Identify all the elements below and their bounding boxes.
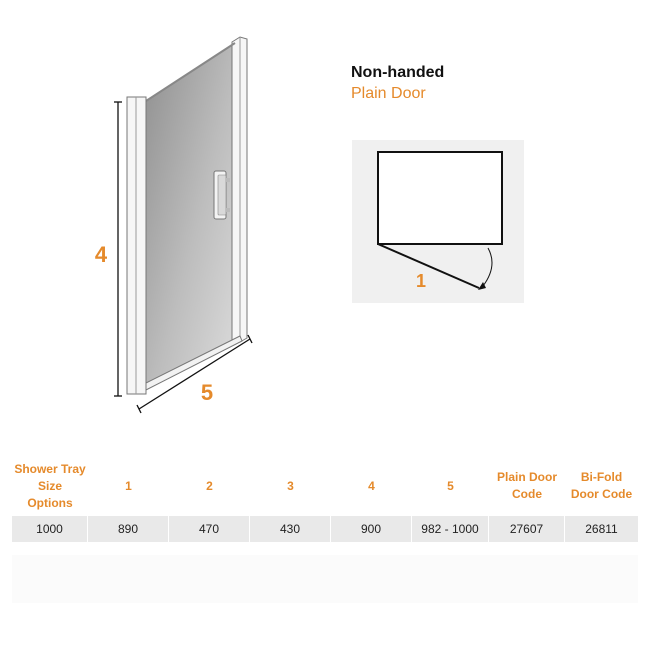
cell-dimension-4: 900 bbox=[331, 516, 412, 542]
header-plain-door-code: Plain Door Code bbox=[496, 470, 557, 501]
header-dimension-2: 2 bbox=[206, 478, 213, 493]
header-dimension-1: 1 bbox=[125, 478, 132, 493]
table-header-row bbox=[12, 456, 638, 516]
opening-label: 1 bbox=[415, 271, 427, 291]
cell-plain-door-code: 27607 bbox=[489, 516, 565, 542]
door-swing-line bbox=[378, 244, 479, 288]
cell-dimension-1: 890 bbox=[88, 516, 169, 542]
header-dimension-4: 4 bbox=[368, 478, 375, 493]
width-label: 5 bbox=[200, 380, 214, 405]
cell-dimension-5: 982 - 1000 bbox=[412, 516, 489, 542]
header-tray-size: Shower Tray Size Options bbox=[14, 461, 86, 510]
cell-tray-size: 1000 bbox=[12, 516, 88, 542]
height-label: 4 bbox=[94, 242, 108, 267]
table-empty-area bbox=[12, 555, 638, 603]
door-type-title bbox=[351, 63, 444, 104]
size-specification-table bbox=[12, 456, 638, 542]
header-bifold-door-code: Bi-Fold Door Code bbox=[570, 470, 633, 501]
header-dimension-5: 5 bbox=[447, 478, 454, 493]
door-handing-heading: Non-handed bbox=[351, 64, 445, 81]
height-dimension-line bbox=[114, 102, 122, 396]
swing-arc-icon bbox=[483, 248, 492, 286]
cell-dimension-3: 430 bbox=[250, 516, 331, 542]
table-row bbox=[12, 516, 638, 542]
door-style-subheading: Plain Door bbox=[351, 85, 426, 102]
shower-tray-outline bbox=[378, 152, 502, 244]
cell-bifold-door-code: 26811 bbox=[565, 516, 638, 542]
cell-dimension-2: 470 bbox=[169, 516, 250, 542]
plan-view-diagram bbox=[352, 140, 524, 303]
header-dimension-3: 3 bbox=[287, 478, 294, 493]
